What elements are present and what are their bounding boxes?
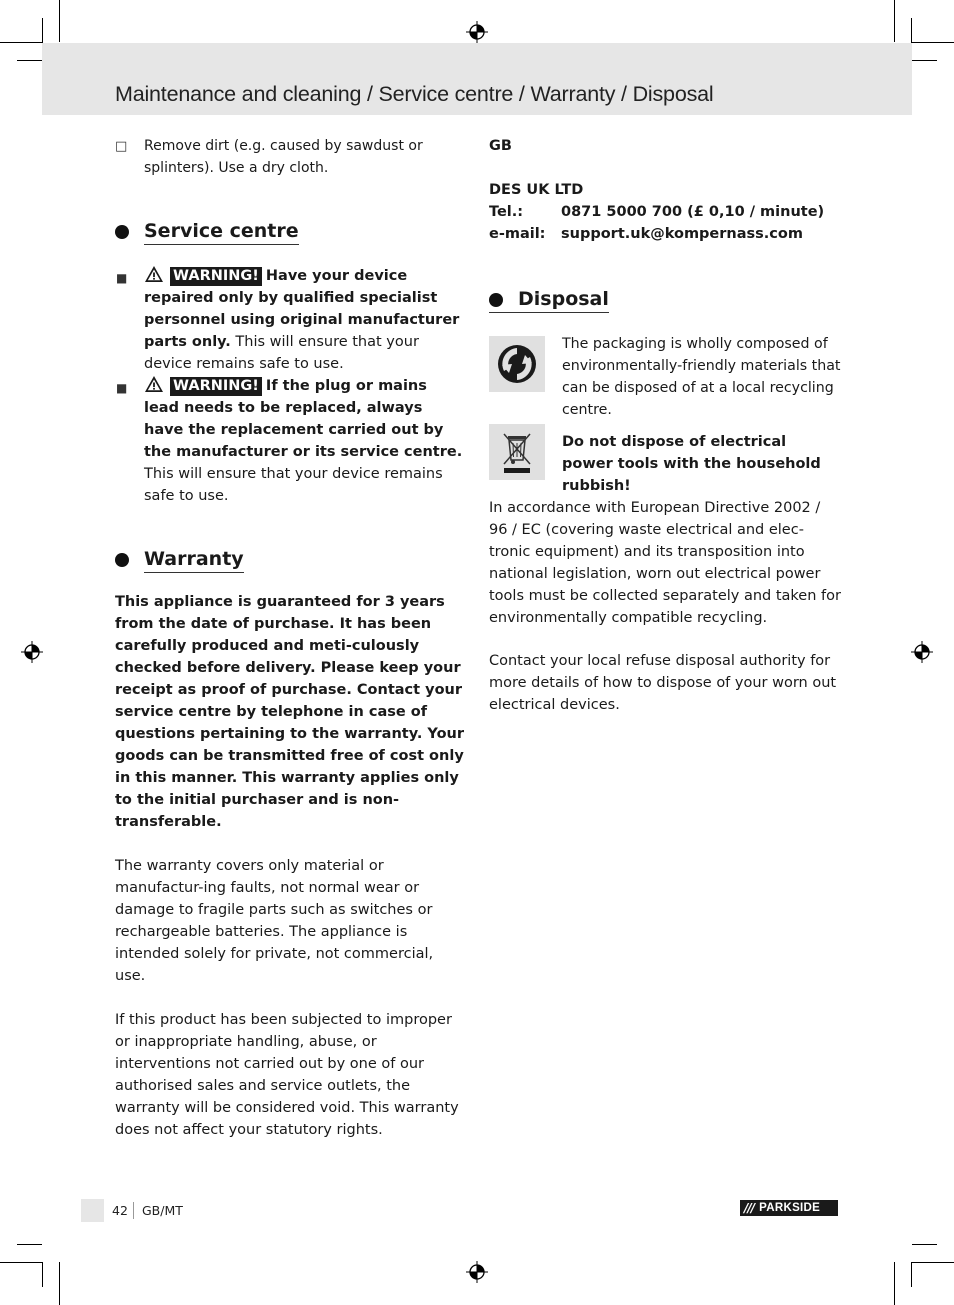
logo-text: PARKSIDE xyxy=(759,1202,821,1214)
crop-mark xyxy=(911,1262,912,1287)
contact-email-row xyxy=(489,223,841,245)
warning-triangle-icon xyxy=(144,375,164,393)
right-column xyxy=(489,135,841,716)
contact-tel-row xyxy=(489,201,841,223)
crop-mark xyxy=(912,1244,937,1245)
service-warning-item xyxy=(115,375,465,507)
tel-label: Tel.: xyxy=(489,204,524,220)
crop-mark xyxy=(42,18,43,43)
warning-normal-text: This will ensure that your device remains safe to use. xyxy=(144,334,419,372)
crop-mark xyxy=(894,1262,895,1305)
contact-company: DES UK LTD xyxy=(489,182,584,198)
registration-mark-icon xyxy=(21,641,43,663)
tel-value: 0871 5000 700 (£ 0,10 / minute) xyxy=(561,204,825,220)
packaging-text: The packaging is wholly composed of environmentally-friendly materials that can be disposed of at a local recycling centre. xyxy=(562,336,841,418)
green-dot-recycling-icon xyxy=(489,336,545,392)
crop-mark xyxy=(911,18,912,43)
page-title: Maintenance and cleaning / Service centre / Warranty / Disposal xyxy=(115,82,714,106)
left-column xyxy=(115,135,465,1141)
crop-mark xyxy=(912,60,937,61)
square-bullet-icon: ■ xyxy=(116,381,128,395)
warning-label: WARNING! xyxy=(170,377,262,396)
page-number-box xyxy=(81,1199,104,1222)
weee-row xyxy=(489,431,841,497)
warranty-bold-paragraph: This appliance is guaranteed for 3 years from the date of purchase. It has been carefully produced and meti-culously checked before delivery. Please keep your receipt as proof of purchase. Contact your service centre by telephone in case of questions pertaining to the warranty. Your goods can be transmitted free of cost only in this manner. This warranty applies only to the initial purchaser and is non-transferable. xyxy=(115,594,465,830)
service-warning-item xyxy=(115,265,465,375)
service-heading xyxy=(115,219,465,245)
logo-slashes: /// xyxy=(744,1201,755,1215)
language-code: GB/MT xyxy=(142,1203,183,1218)
crop-mark xyxy=(17,1244,42,1245)
registration-mark-icon xyxy=(911,641,933,663)
disposal-heading xyxy=(489,287,841,313)
warranty-heading-text: Warranty xyxy=(144,547,244,573)
crop-mark xyxy=(17,60,42,61)
crop-mark xyxy=(0,1262,42,1263)
bullet-dot-icon xyxy=(115,553,129,567)
email-value: support.uk@kompernass.com xyxy=(561,226,803,242)
parkside-logo xyxy=(740,1200,838,1216)
cleaning-text: Remove dirt (e.g. caused by sawdust or splinters). Use a dry cloth. xyxy=(144,138,423,176)
crop-mark xyxy=(912,1262,954,1263)
warning-bold-text: If the plug or mains lead needs to be replaced, always have the replacement carried out by the manufacturer or its service centre. xyxy=(144,378,463,460)
registration-mark-icon xyxy=(466,21,488,43)
warning-label: WARNING! xyxy=(170,267,262,286)
registration-mark-icon xyxy=(466,1261,488,1283)
warranty-heading xyxy=(115,547,465,573)
footer-separator xyxy=(133,1202,134,1219)
square-bullet-icon: ■ xyxy=(116,271,128,285)
crossed-out-wheelie-bin-icon xyxy=(489,424,545,480)
warning-triangle-icon xyxy=(144,265,164,283)
weee-warning-text: Do not dispose of electrical power tools with the household rubbish! xyxy=(562,434,821,494)
empty-square-bullet-icon: □ xyxy=(115,139,128,154)
crop-mark xyxy=(42,1262,43,1287)
page-number: 42 xyxy=(112,1203,128,1218)
bullet-dot-icon xyxy=(115,225,129,239)
disposal-paragraph: Contact your local refuse disposal authority for more details of how to dispose of your worn out electrical devices. xyxy=(489,653,837,713)
packaging-row xyxy=(489,333,841,421)
warning-bold-text: Have your device repaired only by qualified specialist personnel using original manufacturer parts only. xyxy=(144,268,460,350)
service-heading-text: Service centre xyxy=(144,219,299,245)
crop-mark xyxy=(894,0,895,42)
crop-mark xyxy=(59,0,60,42)
heading-underline xyxy=(489,312,605,314)
warranty-paragraph: If this product has been subjected to improper or inappropriate handling, abuse, or interventions not carried out by one of our authorised sales and service outlets, the warranty will be considered void. This warranty does not affect your statutory rights. xyxy=(115,1012,459,1138)
warranty-paragraph: The warranty covers only material or manufactur-ing faults, not normal wear or damage to fragile parts such as switches or rechargeable batteries. The appliance is intended solely for private, not commercial, use. xyxy=(115,858,434,984)
crop-mark xyxy=(912,42,954,43)
email-label: e-mail: xyxy=(489,226,546,242)
warning-normal-text: This will ensure that your device remains safe to use. xyxy=(144,466,443,504)
crop-mark xyxy=(0,42,42,43)
bullet-dot-icon xyxy=(489,293,503,307)
contact-country: GB xyxy=(489,138,512,154)
disposal-paragraph: In accordance with European Directive 2002 / 96 / EC (covering waste electrical and elec-tronic equipment) and its transposition into national legislation, worn out electrical power tools must be collected separately and taken for environmentally compatible recycling. xyxy=(489,500,841,626)
cleaning-list-item xyxy=(115,135,465,179)
crop-mark xyxy=(59,1262,60,1305)
disposal-heading-text: Disposal xyxy=(518,287,609,313)
